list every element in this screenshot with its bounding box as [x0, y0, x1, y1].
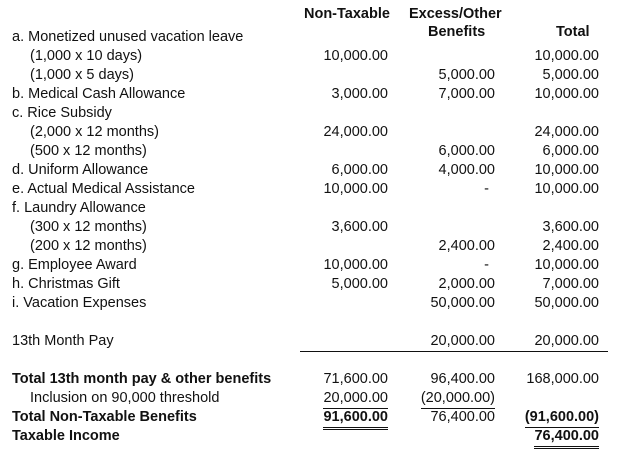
table-row [0, 199, 624, 218]
table-row [0, 294, 624, 313]
row-label: (2,000 x 12 months) [30, 124, 159, 140]
header-benefits: Benefits [428, 24, 486, 40]
table-row [0, 28, 624, 47]
row-label: 13th Month Pay [12, 333, 114, 349]
header-excess-other: Excess/Other [409, 6, 502, 22]
table-row [0, 66, 624, 85]
excess-value: 96,400.00 [430, 371, 495, 387]
table-row [0, 47, 624, 66]
excess-value: 50,000.00 [430, 295, 495, 311]
excess-value: (20,000.00) [421, 389, 495, 409]
table-row [0, 85, 624, 104]
non-taxable-value: 3,000.00 [331, 86, 388, 102]
non-taxable-value: 24,000.00 [323, 124, 388, 140]
table-row [0, 123, 624, 142]
table-row [0, 237, 624, 256]
excess-value: 6,000.00 [438, 143, 495, 159]
total-value: 3,600.00 [542, 219, 599, 235]
non-taxable-value: 20,000.00 [323, 389, 388, 409]
non-taxable-value: 71,600.00 [323, 371, 388, 387]
header-non-taxable: Non-Taxable [304, 6, 390, 22]
row-label: Total Non-Taxable Benefits [12, 409, 197, 425]
row-label: i. Vacation Expenses [12, 295, 147, 311]
row-label: b. Medical Cash Allowance [12, 86, 186, 102]
non-taxable-value: 91,600.00 [323, 408, 388, 430]
row-label: d. Uniform Allowance [12, 162, 149, 178]
non-taxable-value: 10,000.00 [323, 48, 388, 64]
total-value: 10,000.00 [534, 181, 599, 197]
row-label: (1,000 x 5 days) [30, 67, 134, 83]
table-row [0, 161, 624, 180]
total-value: 5,000.00 [542, 67, 599, 83]
table-row [0, 256, 624, 275]
row-label: (500 x 12 months) [30, 143, 147, 159]
table-row [0, 142, 624, 161]
excess-value: 20,000.00 [430, 333, 495, 349]
total-value: 10,000.00 [534, 162, 599, 178]
non-taxable-value: 3,600.00 [331, 219, 388, 235]
non-taxable-value: 5,000.00 [331, 276, 388, 292]
taxable-income-row [0, 427, 624, 446]
excess-value: 2,000.00 [438, 276, 495, 292]
thirteenth-month-row [0, 332, 624, 351]
row-label: g. Employee Award [12, 257, 137, 273]
total-non-taxable-row [0, 408, 624, 427]
total-value: 50,000.00 [534, 295, 599, 311]
row-label: (300 x 12 months) [30, 219, 147, 235]
excess-value: 76,400.00 [430, 409, 495, 425]
row-label: e. Actual Medical Assistance [12, 181, 195, 197]
excess-value: 4,000.00 [438, 162, 495, 178]
non-taxable-value: 6,000.00 [331, 162, 388, 178]
table-row [0, 218, 624, 237]
total-value: 10,000.00 [534, 86, 599, 102]
total-value: 24,000.00 [534, 124, 599, 140]
row-label: Taxable Income [12, 428, 120, 444]
excess-value: - [484, 181, 489, 197]
row-label: a. Monetized unused vacation leave [12, 29, 244, 45]
inclusion-row [0, 389, 624, 408]
row-label: Total 13th month pay & other benefits [12, 371, 272, 387]
row-label: Inclusion on 90,000 threshold [30, 390, 220, 406]
subtotal-rule [300, 351, 608, 352]
total-value: 10,000.00 [534, 257, 599, 273]
non-taxable-value: 10,000.00 [323, 181, 388, 197]
excess-value: 2,400.00 [438, 238, 495, 254]
total-value: 6,000.00 [542, 143, 599, 159]
row-label: f. Laundry Allowance [12, 200, 146, 216]
non-taxable-value: 10,000.00 [323, 257, 388, 273]
row-label: (200 x 12 months) [30, 238, 147, 254]
row-label: (1,000 x 10 days) [30, 48, 143, 64]
excess-value: - [484, 257, 489, 273]
total-value: 20,000.00 [534, 333, 599, 349]
total-value: (91,600.00) [525, 408, 599, 428]
total-value: 168,000.00 [526, 371, 599, 387]
total-benefits-row [0, 370, 624, 389]
row-label: h. Christmas Gift [12, 276, 120, 292]
table-row [0, 180, 624, 199]
row-label: c. Rice Subsidy [12, 105, 112, 121]
total-value: 7,000.00 [542, 276, 599, 292]
table-row [0, 104, 624, 123]
excess-value: 7,000.00 [438, 86, 495, 102]
total-value: 10,000.00 [534, 48, 599, 64]
header-total: Total [556, 24, 590, 40]
table-row [0, 275, 624, 294]
total-value: 76,400.00 [534, 427, 599, 449]
excess-value: 5,000.00 [438, 67, 495, 83]
total-value: 2,400.00 [542, 238, 599, 254]
